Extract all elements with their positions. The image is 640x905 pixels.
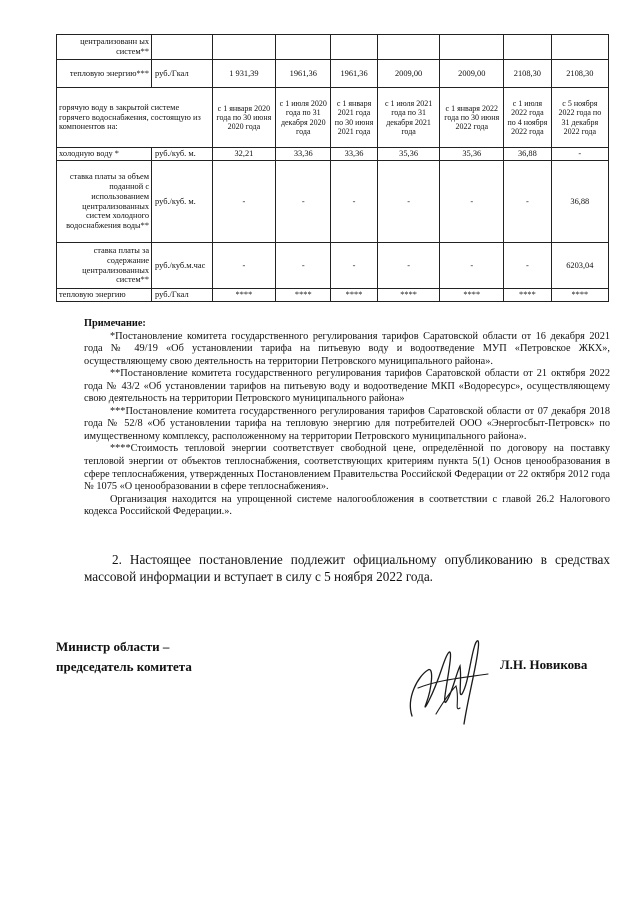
table-cell: - [276, 161, 331, 243]
table-cell: 35,36 [377, 148, 440, 161]
table-cell: **** [331, 289, 377, 302]
note-item: ****Стоимость тепловой энергии соответствует свободной цене, определённой по договору на поставку тепловой энергии от объектов теплоснабжения, соответствующих критериям пункта 5(1) Основ ценообразования в сфере теплоснабжения, утвержденных Постановлением Правительства Российской Федерации от 22 октября 2012 года № 1075 «О ценообразовании в сфере теплоснабжения». [84, 443, 610, 493]
clause-2: 2. Настоящее постановление подлежит официальному опубликованию в средствах массовой информации и вступает в силу с 5 ноября 2022 года. [84, 552, 610, 584]
row-label: тепловую энергию [57, 289, 152, 302]
period-cell: с 1 июля 2022 года по 4 ноября 2022 года [504, 88, 552, 148]
table-cell: **** [377, 289, 440, 302]
table-cell: **** [504, 289, 552, 302]
period-cell: с 1 января 2020 года по 30 июня 2020 года [212, 88, 276, 148]
notes-heading: Примечание: [84, 318, 146, 329]
table-cell: 1961,36 [331, 60, 377, 88]
table-cell: - [440, 161, 504, 243]
table-cell: 6203,04 [551, 243, 608, 289]
table-cell: 33,36 [331, 148, 377, 161]
row-unit: руб./Гкал [152, 289, 212, 302]
table-cell: - [212, 161, 276, 243]
table-cell: 1961,36 [276, 60, 331, 88]
period-cell: с 1 июля 2021 года по 31 декабря 2021 года [377, 88, 440, 148]
row-unit: руб./куб. м. [152, 161, 212, 243]
row-label: тепловую энергию*** [57, 60, 152, 88]
table-cell: 36,88 [551, 161, 608, 243]
table-cell: 1 931,39 [212, 60, 276, 88]
table-cell: 2009,00 [440, 60, 504, 88]
table-row [57, 35, 609, 60]
signatory-title-line: Министр области – [56, 639, 170, 654]
period-cell: с 1 января 2022 года по 30 июня 2022 года [440, 88, 504, 148]
table-cell: - [377, 161, 440, 243]
table-row [57, 243, 609, 289]
table-cell: - [276, 243, 331, 289]
table-row [57, 60, 609, 88]
table-cell: - [331, 243, 377, 289]
table-row [57, 289, 609, 302]
row-label: ставка платы за содержание централизованных систем** [57, 243, 152, 289]
table-cell: 33,36 [276, 148, 331, 161]
notes-section [84, 318, 610, 519]
note-item: Организация находится на упрощенной системе налогообложения в соответствии с главой 26.2 Налогового кодекса Российской Федерации.». [84, 493, 610, 518]
table-cell: - [377, 243, 440, 289]
table-row [57, 148, 609, 161]
period-cell: с 1 июля 2020 года по 31 декабря 2020 года [276, 88, 331, 148]
table-cell: **** [440, 289, 504, 302]
tariff-table [56, 34, 609, 302]
note-item: ***Постановление комитета государственного регулирования тарифов Саратовской области от 07 декабря 2018 года № 52/8 «Об установлении тарифа на тепловую энергию для потребителей ООО «Энергосбыт-Петровск» по имущественному комплексу, расположенному на территории Петровского муниципального района». [84, 405, 610, 442]
table-cell: 32,21 [212, 148, 276, 161]
table-cell: 36,88 [504, 148, 552, 161]
table-cell: **** [276, 289, 331, 302]
handwritten-signature [398, 628, 498, 733]
table-cell: - [551, 148, 608, 161]
table-cell: - [504, 161, 552, 243]
table-cell: - [212, 243, 276, 289]
signatory-title-line: председатель комитета [56, 659, 192, 675]
table-row [57, 88, 609, 148]
row-unit: руб./Гкал [152, 60, 212, 88]
period-cell: с 1 января 2021 года по 30 июня 2021 года [331, 88, 377, 148]
table-cell: **** [551, 289, 608, 302]
table-cell: - [440, 243, 504, 289]
table-row [57, 161, 609, 243]
note-item: *Постановление комитета государственного регулирования тарифов Саратовской области от 16 декабря 2021 года № 49/19 «Об установлении тарифа на питьевую воду и водоотведение МУП «Петровское ЖКХ», осуществляющему свою деятельность на территории Петровского муниципального района». [84, 330, 610, 367]
table-cell: 2009,00 [377, 60, 440, 88]
table-cell: - [504, 243, 552, 289]
signer-name: Л.Н. Новикова [500, 657, 588, 672]
row-label: холодную воду * [57, 148, 152, 161]
signatory-title [56, 637, 192, 677]
table-cell: - [331, 161, 377, 243]
table-cell: 2108,30 [504, 60, 552, 88]
row-label: горячую воду в закрытой системе горячего водоснабжения, состоящую из компонентов на: [57, 88, 213, 148]
note-item: **Постановление комитета государственного регулирования тарифов Саратовской области от 21 октября 2022 года № 43/2 «Об установлении тарифов на питьевую воду и водоотведение МКП «Водоресурс», осуществляющему свою деятельность на территории Петровского муниципального района» [84, 368, 610, 405]
row-label: централизованн ых систем** [57, 35, 152, 60]
row-label: ставка платы за объем поданной с использованием централизованных систем холодного водоснабжения воды** [57, 161, 152, 243]
period-cell: с 5 ноября 2022 года по 31 декабря 2022 года [551, 88, 608, 148]
row-unit: руб./куб. м. [152, 148, 212, 161]
table-cell: 35,36 [440, 148, 504, 161]
table-cell: 2108,30 [551, 60, 608, 88]
table-cell: **** [212, 289, 276, 302]
row-unit: руб./куб.м.час [152, 243, 212, 289]
